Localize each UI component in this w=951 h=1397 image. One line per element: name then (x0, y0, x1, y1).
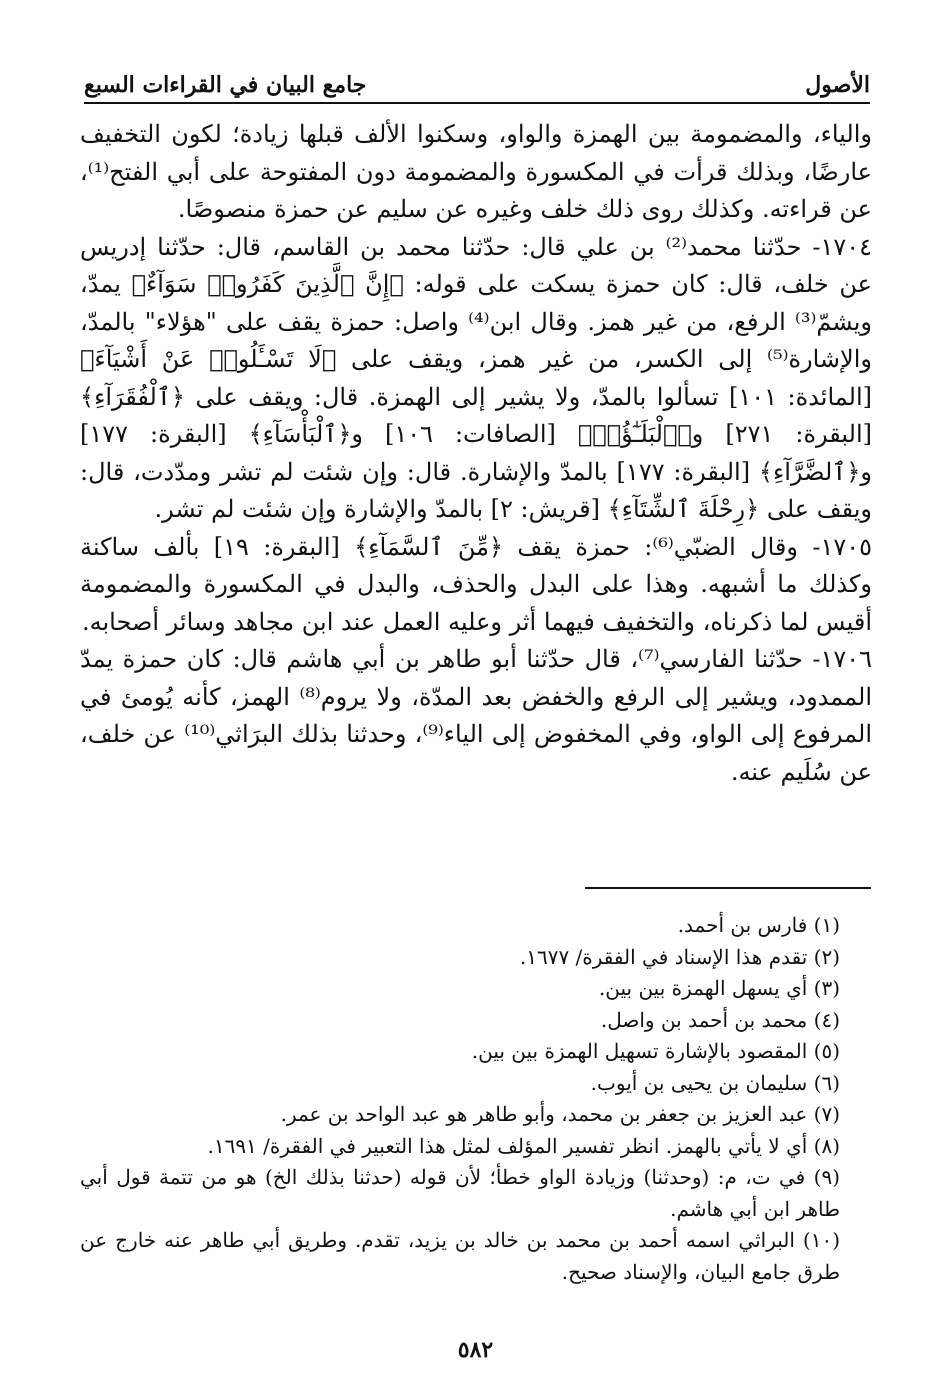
footnote-8: (٨) أي لا يأتي بالهمز. انظر تفسير المؤلف لمثل هذا التعبير في الفقرة/ ١٦٩١. (207, 1133, 840, 1158)
paragraph-intro: والياء، والمضمومة بين الهمزة والواو، وسكنوا الألف قبلها زيادة؛ لكون التخفيف عارضًا، وبذلك قرأت في المكسورة والمضمومة دون المفتوحة على أبي الفتح⁽¹⁾، عن قراءته. وكذلك روى ذلك خلف وغيره عن سليم عن حمزة منصوصًا. (80, 120, 872, 223)
header-divider (84, 102, 870, 104)
footnote-10: (١٠) البراثي اسمه أحمد بن محمد بن خالد بن يزيد، تقدم. وطريق أبي طاهر عنه خارج عن طرق جامع البيان، والإسناد صحيح. (80, 1228, 840, 1284)
paragraph-1704: ١٧٠٤- حدّثنا محمد⁽²⁾ بن علي قال: حدّثنا محمد بن القاسم، قال: حدّثنا إدريس عن خلف، قال: كان حمزة يسكت على قوله: ﴿إِنَّ ٱلَّذِينَ كَفَرُوا۟ سَوَآءٌ﴾ يمدّ، ويشمّ⁽³⁾ الرفع، من غير همز. وقال ابن⁽⁴⁾ واصل: حمزة يقف على "هؤلاء" بالمدّ، والإشارة⁽⁵⁾ إلى الكسر، من غير همز، ويقف على ﴿لَا تَسْـَٔلُوا۟ عَنْ أَشْيَآءَ﴾ [المائدة: ١٠١] تسألوا بالمدّ، ولا يشير إلى الهمزة. قال: ويقف على ﴿ٱلْفُقَرَآءِ﴾ [البقرة: ٢٧١] و﴿ٱلْبَلَـٰٓؤُا۟﴾ [الصافات: ١٠٦] و﴿ٱلْبَأْسَآءِ﴾ [البقرة: ١٧٧] و﴿ٱلضَّرَّآءِ﴾ [البقرة: ١٧٧] بالمدّ والإشارة. قال: وإن شئت لم تشر ومدّدت، قال: ويقف على ﴿رِحْلَةَ ٱلشِّتَآءِ﴾ [قريش: ٢] بالمدّ والإشارة وإن شئت لم تشر. (80, 232, 873, 523)
footnote-7: (٧) عبد العزيز بن جعفر بن محمد، وأبو طاهر هو عبد الواحد بن عمر. (280, 1102, 840, 1126)
footnote-1: (١) فارس بن أحمد. (677, 913, 840, 937)
page-number: ٥٨٢ (457, 1337, 494, 1363)
running-header (84, 68, 870, 106)
book-title: جامع البيان في القراءات السبع (84, 72, 367, 98)
section-title: الأصول (805, 72, 870, 98)
footnote-6: (٦) سليمان بن يحيى بن أيوب. (590, 1070, 840, 1095)
footnote-divider (585, 887, 871, 889)
footnote-3: (٣) أي يسهل الهمزة بين بين. (598, 976, 840, 1000)
footnote-5: (٥) المقصود بالإشارة تسهيل الهمزة بين بين. (471, 1039, 840, 1063)
main-text (80, 116, 872, 791)
footnote-4: (٤) محمد بن أحمد بن واصل. (600, 1007, 840, 1032)
footnote-2: (٢) تقدم هذا الإسناد في الفقرة/ ١٦٧٧. (519, 944, 840, 969)
footnote-9: (٩) في ت، م: (وحدثنا) وزيادة الواو خطأ؛ لأن قوله (حدثنا بذلك الخ) هو من تتمة قول أبي طاهر ابن أبي هاشم. (80, 1165, 840, 1221)
paragraph-1706: ١٧٠٦- حدّثنا الفارسي⁽⁷⁾، قال حدّثنا أبو طاهر بن أبي هاشم قال: كان حمزة يمدّ الممدود، ويشير إلى الرفع والخفض بعد المدّة، ولا يروم⁽⁸⁾ الهمز، كأنه يُومئ في المرفوع إلى الواو، وفي المخفوض إلى الياء⁽⁹⁾، وحدثنا بذلك البرَاثي⁽¹⁰⁾ عن خلف، عن سُلَيم عنه. (80, 645, 873, 786)
footnotes (80, 910, 840, 1288)
paragraph-1705: ١٧٠٥- وقال الضبّي⁽⁶⁾: حمزة يقف ﴿مِّنَ ٱلسَّمَآءِ﴾ [البقرة: ١٩] بألف ساكنة وكذلك ما أشبهه. وهذا على البدل والحذف، والبدل في المكسورة والمضمومة أقيس لما ذكرناه، والتخفيف فيهما أثر وعليه العمل عند ابن مجاهد وسائر أصحابه. (80, 532, 872, 636)
